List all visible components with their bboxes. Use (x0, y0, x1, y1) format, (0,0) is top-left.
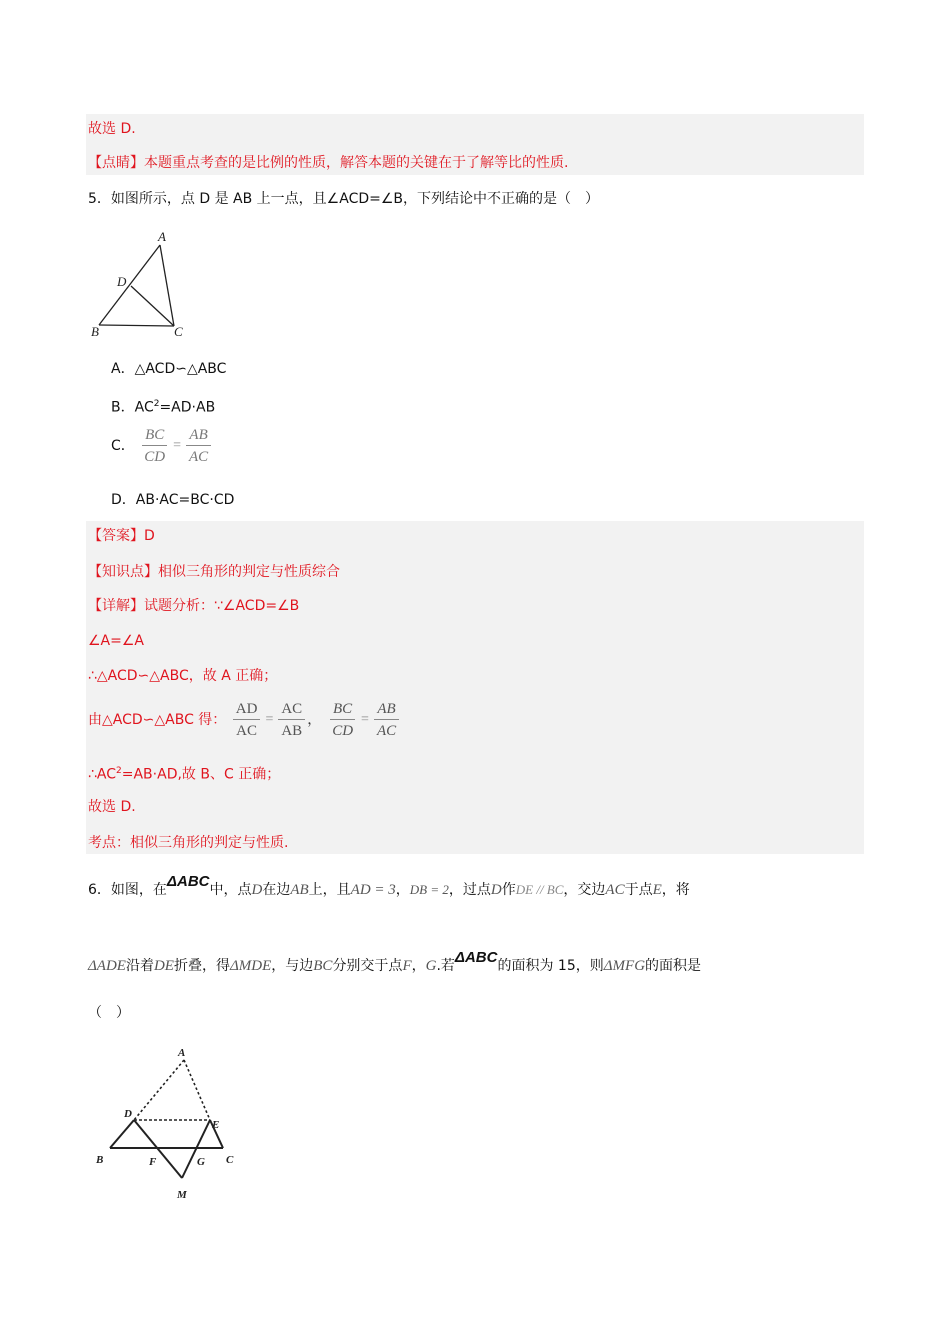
math: ΔMFG (603, 958, 646, 974)
knowledge-text: 相似三角形的判定与性质综合 (158, 564, 340, 580)
math: E (652, 882, 662, 898)
question-number: 5． (88, 191, 111, 207)
text: ， (395, 882, 410, 898)
equals-sign: = (173, 438, 181, 453)
svg-text:C: C (226, 1154, 234, 1166)
math: AD = 3 (350, 882, 396, 898)
denominator: CD (332, 723, 354, 739)
text: 在边 (262, 882, 291, 898)
numerator: AC (278, 700, 305, 720)
knowledge-tag: 【知识点】 (88, 564, 158, 580)
fraction (233, 700, 261, 740)
svg-text:E: E (212, 1119, 220, 1131)
q6-stem-line-2 (88, 949, 702, 976)
text: 于点 (624, 882, 653, 898)
separator: ， (307, 712, 322, 728)
step-text: 故选 D. (88, 799, 136, 815)
fraction (374, 700, 399, 740)
fraction (186, 426, 211, 466)
svg-text:F: F (149, 1156, 157, 1168)
text: ，将 (661, 882, 690, 898)
math: DE (153, 958, 174, 974)
option-d[interactable] (111, 490, 234, 510)
prev-comment (88, 153, 568, 173)
answer-parentheses: （ ） (88, 1005, 130, 1021)
text: 的面积是 (645, 958, 702, 974)
numerator: AB (186, 426, 210, 446)
option-c[interactable] (111, 426, 213, 466)
step-2 (88, 666, 277, 686)
svg-text:B: B (91, 324, 99, 339)
step-text: ∴AC (88, 766, 117, 783)
svg-text:A: A (178, 1047, 186, 1059)
q5-figure (86, 228, 196, 340)
text: ， (411, 958, 426, 974)
option-label: A． (111, 361, 135, 377)
q6-figure (86, 1040, 246, 1205)
answer-line (88, 526, 155, 546)
superscript: 2 (116, 766, 122, 776)
svg-text:G: G (197, 1156, 205, 1168)
text: 中，点 (209, 882, 252, 898)
step-4 (88, 761, 280, 785)
svg-text:B: B (96, 1154, 104, 1166)
text: 作 (501, 882, 516, 898)
svg-text:D: D (124, 1108, 132, 1120)
option-text: AB·AC=BC·CD (135, 492, 235, 508)
text: 分别交于点 (332, 958, 403, 974)
math: AB (290, 882, 309, 898)
text: 如图，在 (110, 882, 167, 898)
option-label: D． (111, 492, 136, 508)
text: ，过点 (448, 882, 491, 898)
option-a[interactable] (111, 359, 226, 379)
option-label: C． (111, 438, 135, 454)
math: ΔMDE (229, 958, 272, 974)
math: ΔADE (88, 958, 126, 974)
step-5 (88, 797, 136, 817)
svg-text:M: M (177, 1189, 187, 1201)
math: D (251, 882, 263, 898)
step-text: 由△ACD∽△ABC 得： (88, 712, 227, 728)
math-triangle-abc: ΔABC (454, 949, 498, 966)
comment-text: 本题重点考查的是比例的性质，解答本题的关键在于了解等比的性质. (144, 155, 569, 171)
numerator: BC (142, 426, 167, 446)
math: F (402, 958, 412, 974)
step-text: ∴△ACD∽△ABC，故 A 正确； (88, 668, 278, 684)
step-text: ∠A=∠A (88, 633, 144, 649)
svg-text:A: A (158, 229, 166, 244)
text: 上，且 (308, 882, 351, 898)
equals-sign: = (265, 712, 274, 727)
step-3 (88, 698, 401, 742)
triangle-figure-icon (86, 228, 196, 340)
numerator: AD (233, 700, 261, 720)
equals-sign: = (361, 712, 369, 727)
q5-stem (88, 189, 599, 209)
fraction (141, 426, 168, 466)
question-text: 如图所示，点 D 是 AB 上一点，且∠ACD=∠B，下列结论中不正确的是（ ） (110, 191, 600, 207)
step-text: =AB·AD,故 B、C 正确； (121, 766, 281, 783)
numerator: BC (330, 700, 355, 720)
numerator: AB (374, 700, 398, 720)
math: G (425, 958, 437, 974)
denominator: AC (236, 723, 258, 739)
folded-triangle-figure-icon (86, 1040, 246, 1205)
fraction (278, 700, 305, 740)
math: DE // BC (515, 882, 564, 897)
denominator: CD (144, 449, 166, 465)
text: ，交边 (563, 882, 606, 898)
option-b[interactable] (111, 394, 215, 418)
text: 沿着 (125, 958, 154, 974)
prev-conclusion (88, 119, 136, 139)
step-text: 考点：相似三角形的判定与性质. (88, 835, 289, 851)
step-1 (88, 631, 144, 651)
detail-line (88, 596, 299, 616)
detail-tag: 【详解】 (88, 598, 144, 614)
option-text-post: =AD·AB (159, 399, 216, 416)
svg-text:C: C (174, 324, 183, 339)
text: 的面积为 15，则 (497, 958, 604, 974)
math: DB = 2 (409, 882, 449, 897)
math: AC (605, 882, 625, 898)
question-number: 6． (88, 882, 111, 898)
text: 折叠，得 (173, 958, 230, 974)
option-text-pre: AC (134, 399, 154, 416)
denominator: AC (188, 449, 209, 465)
detail-text: 试题分析：∵∠ACD=∠B (144, 598, 300, 614)
text: ，与边 (271, 958, 314, 974)
conclusion-text: 故选 D. (88, 121, 136, 137)
q6-stem-line-1 (88, 873, 690, 900)
denominator: AB (281, 723, 303, 739)
knowledge-line (88, 562, 340, 582)
text: .若 (436, 958, 455, 974)
superscript: 2 (153, 399, 160, 409)
answer-tag: 【答案】 (88, 528, 144, 544)
option-label: B． (111, 399, 135, 416)
comment-tag: 【点睛】 (88, 155, 144, 171)
math: D (490, 882, 502, 898)
q6-answer-blank (88, 1003, 130, 1023)
answer-value: D (144, 528, 155, 544)
denominator: AC (376, 723, 397, 739)
svg-text:D: D (117, 274, 127, 289)
math-triangle-abc: ΔABC (166, 873, 210, 890)
fraction (329, 700, 356, 740)
math: BC (313, 958, 333, 974)
option-text: △ACD∽△ABC (134, 361, 227, 377)
step-6 (88, 833, 288, 853)
